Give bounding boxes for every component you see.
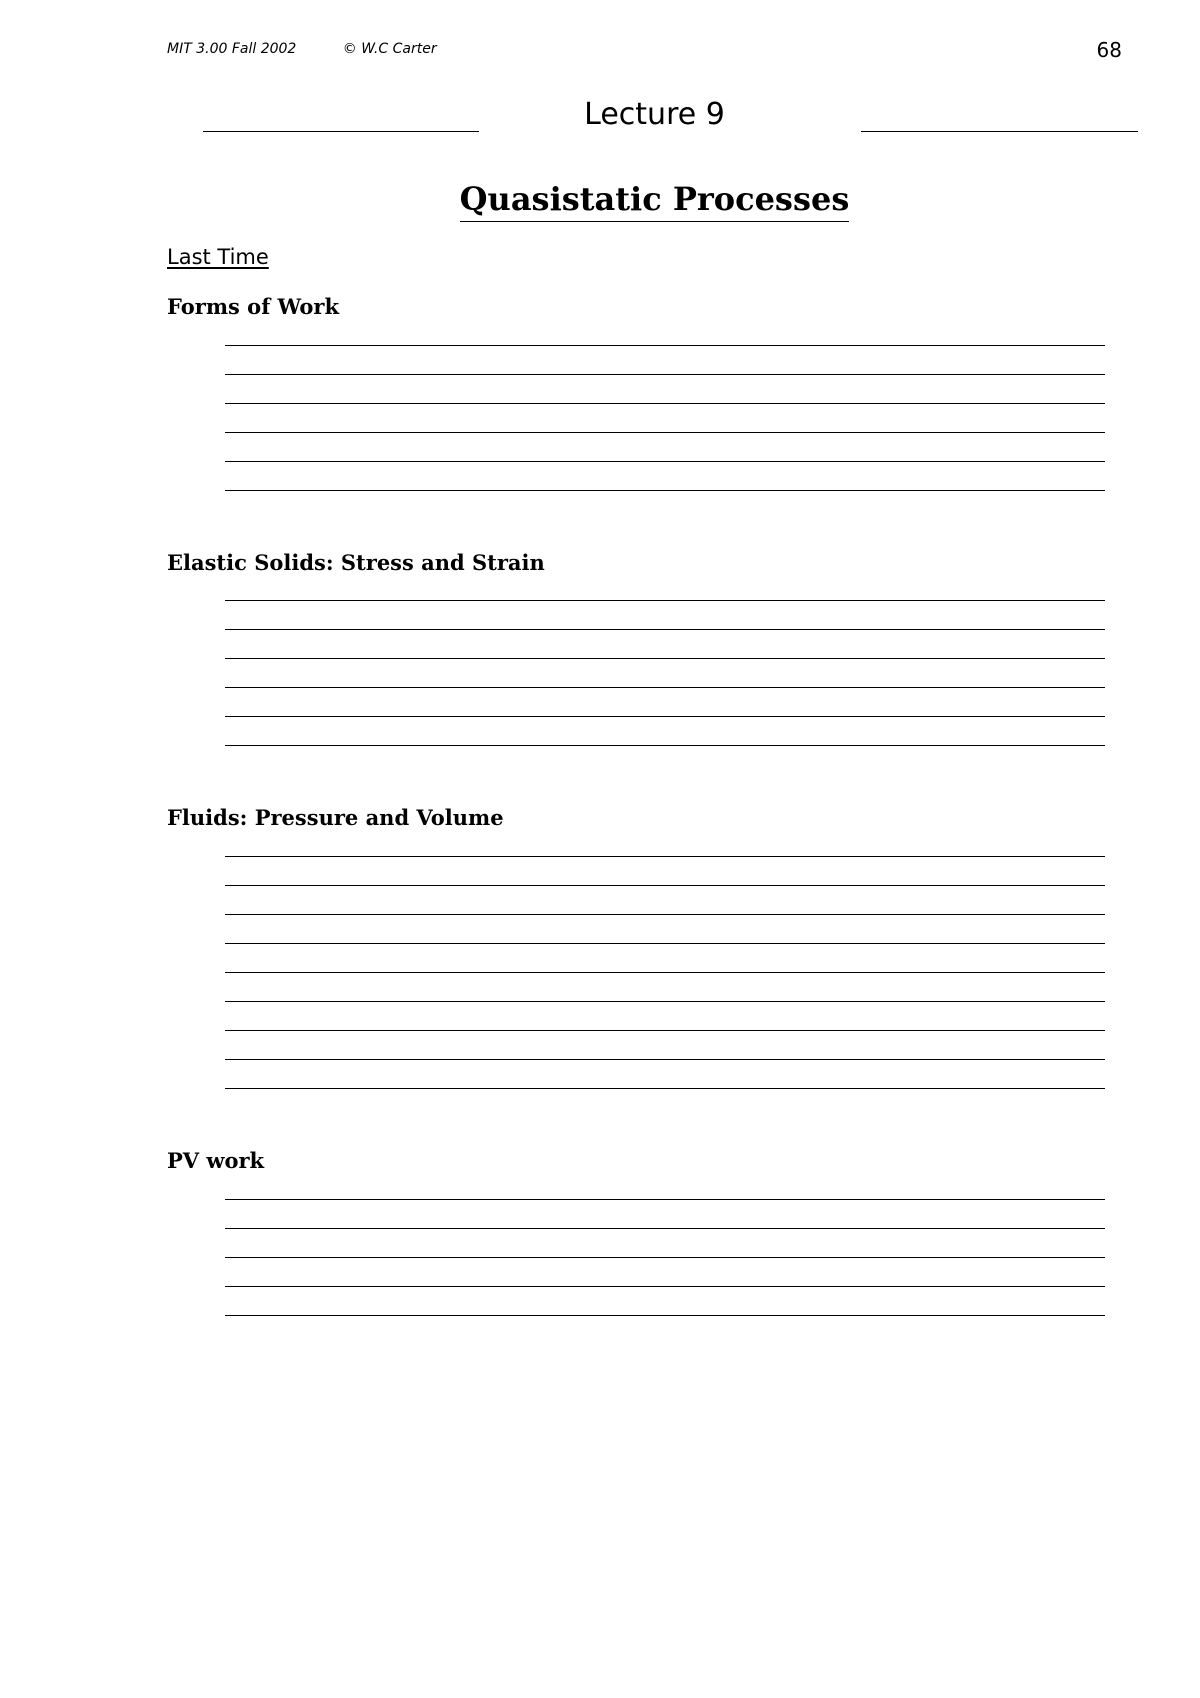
blank-note-line <box>225 346 1105 375</box>
note-lines-elastic-solids <box>225 572 1105 746</box>
blank-note-line <box>225 630 1105 659</box>
blank-note-line <box>225 433 1105 462</box>
page-title <box>0 180 1200 222</box>
blank-note-line <box>225 944 1105 973</box>
blank-note-line <box>225 1060 1105 1089</box>
blank-note-line <box>225 973 1105 1002</box>
lecture-rule-right <box>861 131 1138 132</box>
blank-note-line <box>225 828 1105 857</box>
lecture-title: Lecture 9 <box>584 97 725 132</box>
blank-note-line <box>225 375 1105 404</box>
blank-note-line <box>225 572 1105 601</box>
blank-note-line <box>225 688 1105 717</box>
blank-note-line <box>225 1002 1105 1031</box>
running-header <box>167 41 437 57</box>
copyright-label: © W.C Carter <box>342 41 437 57</box>
blank-note-line <box>225 717 1105 746</box>
blank-note-line <box>225 404 1105 433</box>
course-label: MIT 3.00 Fall 2002 <box>167 41 297 57</box>
last-time-label: Last Time <box>167 245 269 269</box>
blank-note-line <box>225 317 1105 346</box>
section-heading-fluids: Fluids: Pressure and Volume <box>167 805 504 830</box>
note-lines-fluids <box>225 828 1105 1089</box>
section-heading-forms-of-work: Forms of Work <box>167 294 340 319</box>
blank-note-line <box>225 915 1105 944</box>
section-heading-elastic-solids: Elastic Solids: Stress and Strain <box>167 550 545 575</box>
blank-note-line <box>225 886 1105 915</box>
blank-note-line <box>225 857 1105 886</box>
note-lines-forms-of-work <box>225 317 1105 491</box>
blank-note-line <box>225 1229 1105 1258</box>
section-heading-pv-work: PV work <box>167 1148 265 1173</box>
blank-note-line <box>225 1200 1105 1229</box>
blank-note-line <box>225 1258 1105 1287</box>
blank-note-line <box>225 1031 1105 1060</box>
page-title-text: Quasistatic Processes <box>460 180 850 222</box>
page-number: 68 <box>1096 38 1122 62</box>
blank-note-line <box>225 659 1105 688</box>
blank-note-line <box>225 601 1105 630</box>
blank-note-line <box>225 1171 1105 1200</box>
blank-note-line <box>225 1287 1105 1316</box>
blank-note-line <box>225 462 1105 491</box>
note-lines-pv-work <box>225 1171 1105 1316</box>
